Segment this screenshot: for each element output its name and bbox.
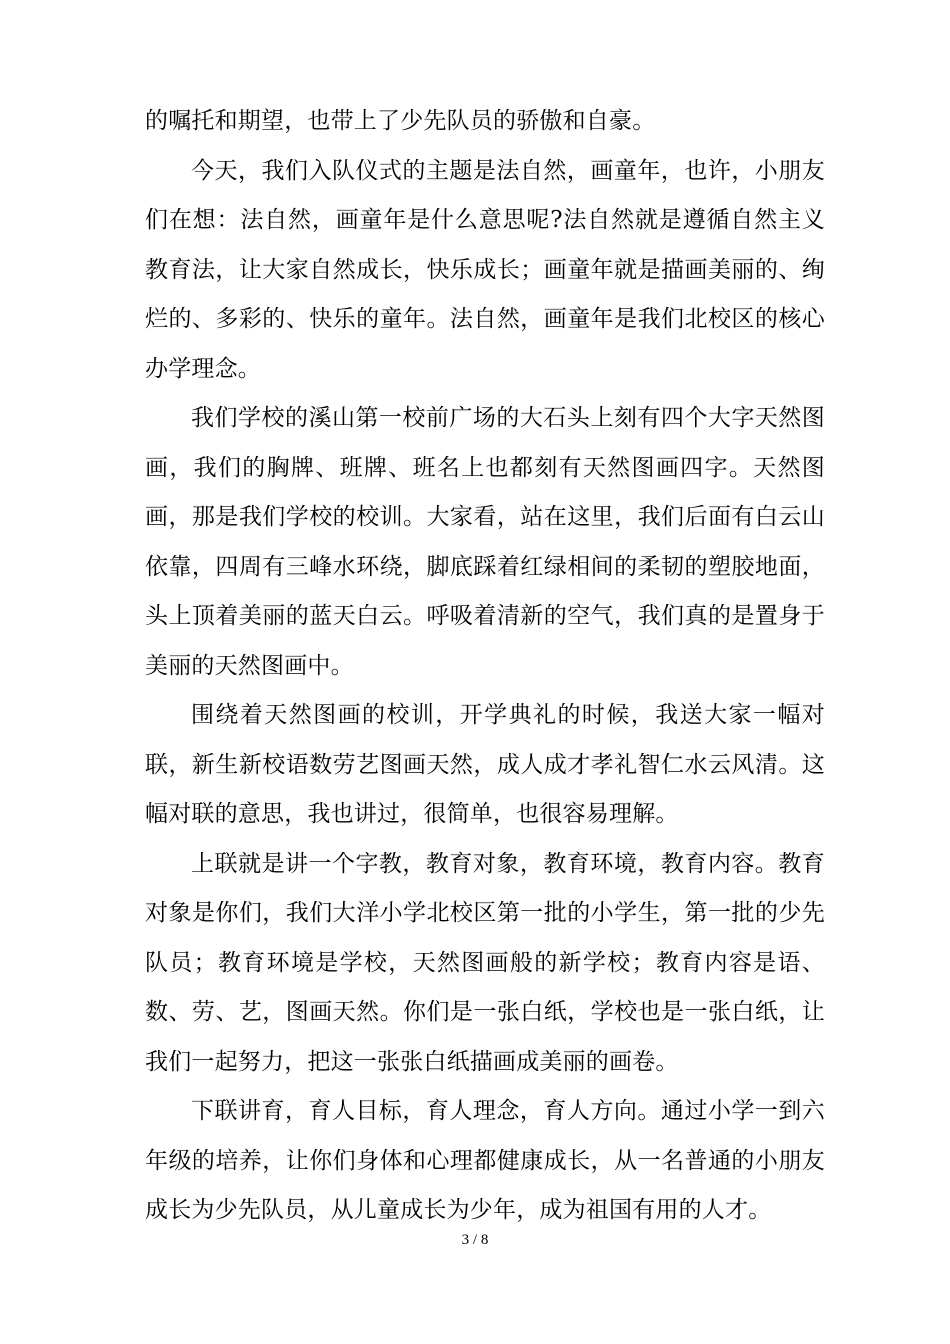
- paragraph-first-line: 上联就是讲一个字教，教育对象，教育环境，教育内容。教育对象是你们，我们大洋小学北校区第一批的小学生，第一批的少先队员；教育环境是学校，天然图画般的新学校；教育内容是语、数、劳、艺，图画天然。你们是一张白纸，学校也是一张白纸，让我们一起努力，把这一张张白纸描画成美丽的画卷。: [145, 850, 825, 1075]
- document-body: [145, 97, 825, 1236]
- paragraph-school-motto: 我们学校的溪山第一校前广场的大石头上刻有四个大字天然图画，我们的胸牌、班牌、班名上也都刻有天然图画四字。天然图画，那是我们学校的校训。大家看，站在这里，我们后面有白云山依靠，四周有三峰水环绕，脚底踩着红绿相间的柔韧的塑胶地面，头上顶着美丽的蓝天白云。呼吸着清新的空气，我们真的是置身于美丽的天然图画中。: [145, 405, 825, 679]
- paragraph-theme: 今天，我们入队仪式的主题是法自然，画童年，也许，小朋友们在想：法自然，画童年是什么意思呢?法自然就是遵循自然主义教育法，让大家自然成长，快乐成长；画童年就是描画美丽的、绚烂的、多彩的、快乐的童年。法自然，画童年是我们北校区的核心办学理念。: [145, 157, 825, 382]
- page-number: 3 / 8: [461, 1232, 489, 1248]
- paragraph-couplet: 围绕着天然图画的校训，开学典礼的时候，我送大家一幅对联，新生新校语数劳艺图画天然，成人成才孝礼智仁水云风清。这幅对联的意思，我也讲过，很简单，也很容易理解。: [145, 702, 825, 827]
- paragraph-second-line: 下联讲育，育人目标，育人理念，育人方向。通过小学一到六年级的培养，让你们身体和心理都健康成长，从一名普通的小朋友成长为少先队员，从儿童成长为少年，成为祖国有用的人才。: [145, 1098, 825, 1223]
- paragraph-continuation: 的嘱托和期望，也带上了少先队员的骄傲和自豪。: [145, 108, 656, 134]
